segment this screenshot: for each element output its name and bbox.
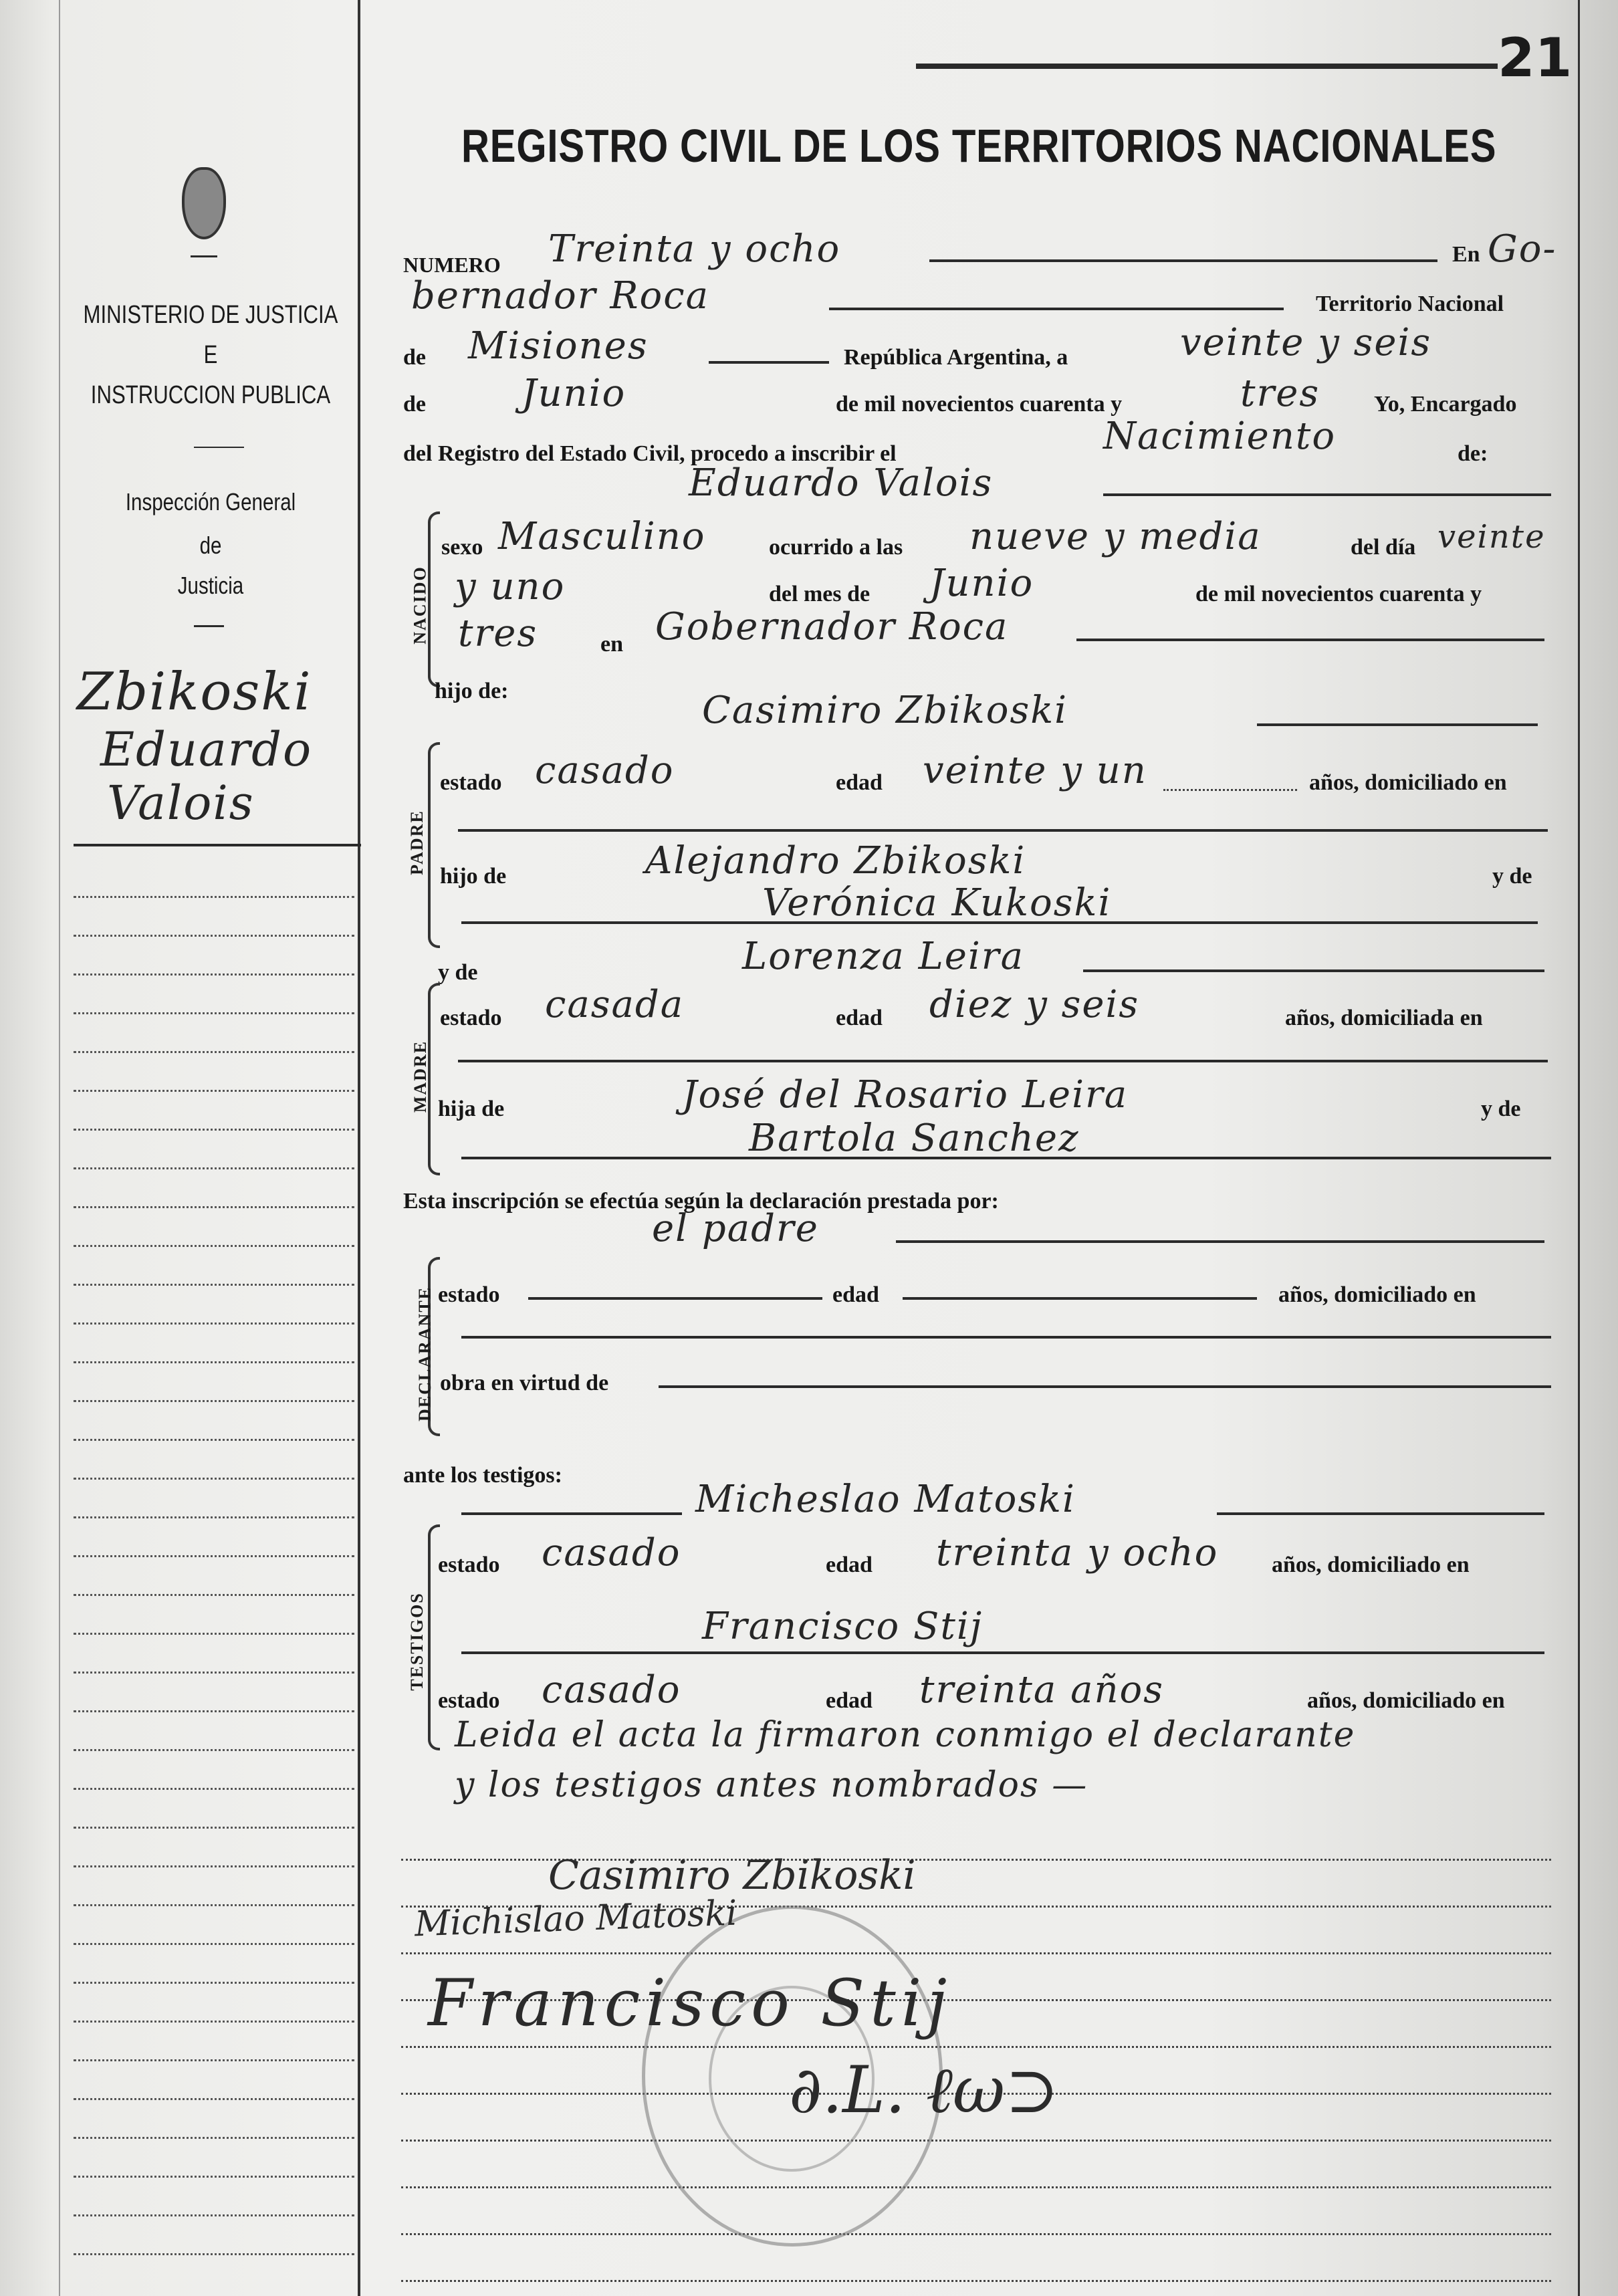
rule-padre-edad	[1163, 789, 1297, 791]
rule-testigo1-b	[1217, 1512, 1544, 1515]
signature-father: Casimiro Zbikoski	[548, 1852, 916, 1899]
label-edad-decl: edad	[832, 1282, 879, 1307]
label-inscripcion: Esta inscripción se efectúa según la declaración prestada por:	[403, 1189, 999, 1214]
label-en: En	[1452, 242, 1480, 267]
value-anio-nac: tres	[458, 612, 538, 655]
inspection-line-3: Justicia	[177, 572, 244, 599]
rule-lugar	[1076, 639, 1544, 641]
margin-rule-line	[74, 2059, 354, 2061]
margin-rule-line	[74, 1904, 354, 1906]
label-anos-dom-decl: años, domiciliado en	[1278, 1282, 1476, 1307]
value-abuelo: Alejandro Zbikoski	[645, 839, 1026, 883]
margin-rule-line	[74, 1555, 354, 1557]
value-sexo: Masculino	[498, 515, 706, 558]
coat-of-arms-icon	[182, 167, 226, 239]
label-y-de3: y de	[1481, 1097, 1521, 1121]
margin-rule-line	[74, 1827, 354, 1829]
label-ante: ante los testigos:	[403, 1463, 562, 1488]
margin-rule-line	[74, 2214, 354, 2216]
label-republica: República Argentina, a	[844, 345, 1068, 370]
label-declarante: DECLARANTE	[415, 1286, 435, 1422]
label-edad-padre: edad	[836, 770, 883, 795]
rule-testigo1-a	[461, 1512, 682, 1515]
margin-rule-line	[74, 1943, 354, 1945]
label-del-mes: del mes de	[769, 582, 871, 606]
value-nota2: y los testigos antes nombrados —	[455, 1765, 1088, 1805]
margin-rule-line	[74, 1478, 354, 1480]
label-de-colon: de:	[1458, 441, 1488, 466]
margin-rule-line	[74, 2098, 354, 2100]
label-del-registro: del Registro del Estado Civil, procedo a inscribir el	[403, 441, 897, 466]
value-mes-nac: Junio	[929, 562, 1034, 605]
label-hija-de: hija de	[438, 1097, 505, 1121]
rule-declarante	[896, 1240, 1544, 1243]
margin-rule-line	[74, 896, 354, 898]
rule-nombre	[1103, 493, 1551, 496]
label-estado-madre: estado	[440, 1006, 502, 1030]
label-testigos: TESTIGOS	[407, 1592, 427, 1691]
rule-decl-dom	[461, 1336, 1551, 1339]
label-padre: PADRE	[407, 810, 427, 875]
label-anos-dom-madre: años, domiciliada en	[1285, 1006, 1483, 1030]
rule-numero	[929, 259, 1437, 262]
margin-rule-line	[74, 935, 354, 937]
signature-officer: ∂.L. ℓω⊃	[789, 2053, 1059, 2128]
value-madre-edad: diez y seis	[929, 983, 1140, 1026]
margin-rule-line	[74, 1361, 354, 1363]
label-madre: MADRE	[411, 1040, 431, 1113]
value-nota1: Leida el acta la firmaron conmigo el declarante	[455, 1715, 1356, 1755]
value-padre: Casimiro Zbikoski	[702, 689, 1068, 732]
margin-rule-line	[74, 1129, 354, 1131]
margin-name-2: Eduardo	[100, 722, 313, 777]
value-t2-edad: treinta años	[919, 1668, 1164, 1712]
margin-rule-line	[74, 1749, 354, 1751]
label-ocurrido: ocurrido a las	[769, 535, 903, 560]
body-rule-line	[401, 2140, 1551, 2142]
value-territorio: Misiones	[468, 324, 649, 368]
value-testigo2: Francisco Stij	[702, 1605, 984, 1648]
value-t1-edad: treinta y ocho	[936, 1531, 1219, 1575]
margin-rule-line	[74, 2137, 354, 2139]
margin-rule-line	[74, 1012, 354, 1014]
label-estado-padre: estado	[440, 770, 502, 795]
ministry-line-3: INSTRUCCION PUBLICA	[90, 381, 331, 409]
label-anos-dom-t2: años, domiciliado en	[1307, 1688, 1505, 1713]
margin-rule-line	[74, 1672, 354, 1674]
page-title: REGISTRO CIVIL DE LOS TERRITORIOS NACIONALES	[461, 120, 1497, 172]
label-edad-madre: edad	[836, 1006, 883, 1030]
margin-rule-line	[74, 1439, 354, 1441]
label-hijo-de: hijo de:	[435, 679, 509, 703]
label-anos-dom-t1: años, domiciliado en	[1272, 1553, 1470, 1577]
body-rule-line	[401, 2046, 1551, 2048]
rule-abuela	[461, 921, 1538, 924]
sidebar-dash-1	[191, 255, 217, 257]
rule-padre	[1257, 723, 1538, 726]
margin-rule-line	[74, 1788, 354, 1790]
body-rule-line	[401, 1952, 1551, 1954]
margin-rule-line	[74, 1167, 354, 1169]
rule-madre	[1083, 969, 1544, 972]
body-rule-line	[401, 2280, 1551, 2282]
margin-rule-line	[74, 1865, 354, 1867]
label-de2: de	[403, 392, 426, 417]
margin-rule-line	[74, 1710, 354, 1712]
label-edad-t2: edad	[826, 1688, 873, 1713]
corner-number: 21	[1498, 27, 1573, 89]
value-madre: Lorenza Leira	[742, 935, 1024, 978]
ministry-line-1: MINISTERIO DE JUSTICIA	[83, 301, 338, 329]
margin-rule-line	[74, 1400, 354, 1402]
value-hora: nueve y media	[969, 515, 1262, 558]
margin-rule-line	[74, 1090, 354, 1092]
label-obra: obra en virtud de	[440, 1371, 609, 1395]
far-left-line	[59, 0, 60, 2296]
label-anos-dom-padre: años, domiciliado en	[1309, 770, 1507, 795]
rule-territorio	[709, 361, 829, 364]
value-acto: Nacimiento	[1103, 415, 1337, 458]
margin-rule-line	[74, 1516, 354, 1518]
margin-rule-line	[74, 1633, 354, 1635]
rule-padre-dom	[458, 829, 1548, 832]
label-yo: Yo, Encargado	[1374, 392, 1517, 417]
margin-name-3: Valois	[107, 776, 255, 830]
label-del-dia: del día	[1351, 535, 1416, 560]
label-en2: en	[600, 632, 623, 657]
label-numero: NUMERO	[403, 253, 501, 277]
value-abuela-m: Bartola Sanchez	[749, 1117, 1080, 1160]
sidebar-dash-2	[194, 447, 244, 448]
value-anio: tres	[1240, 372, 1320, 415]
value-abuela: Verónica Kukoski	[762, 881, 1112, 925]
rule-testigo2	[461, 1651, 1544, 1654]
label-estado-t1: estado	[438, 1553, 500, 1577]
value-dia-nac-2: y uno	[455, 565, 566, 608]
rule-localidad	[829, 308, 1284, 310]
label-mil-nov: de mil novecientos cuarenta y	[836, 392, 1123, 417]
label-de1: de	[403, 345, 426, 370]
signature-witness-1: Michislao Matoski	[414, 1893, 738, 1945]
label-estado-decl: estado	[438, 1282, 500, 1307]
value-mes: Junio	[522, 372, 626, 415]
value-en: Go-	[1488, 227, 1557, 271]
rule-decl-edad	[903, 1297, 1257, 1300]
margin-rule-line	[74, 2253, 354, 2255]
margin-name-rule	[74, 844, 361, 846]
inspection-line-2: de	[199, 532, 222, 559]
label-sexo: sexo	[441, 535, 483, 560]
label-nacido: NACIDO	[410, 566, 430, 645]
margin-rule-line	[74, 1323, 354, 1325]
rule-madre-dom	[458, 1060, 1548, 1062]
value-abuelo-m: José del Rosario Leira	[682, 1073, 1129, 1117]
value-declarante: el padre	[652, 1207, 819, 1250]
value-t2-estado: casado	[542, 1668, 681, 1712]
inspection-line-1: Inspección General	[125, 488, 296, 515]
margin-rule-line	[74, 1051, 354, 1053]
value-dia: veinte y seis	[1180, 321, 1432, 364]
value-t1-estado: casado	[542, 1531, 681, 1575]
brace-padre	[428, 742, 440, 948]
margin-rule-line	[74, 1206, 354, 1208]
margin-rule-line	[74, 1982, 354, 1984]
rule-obra	[659, 1385, 1551, 1388]
left-margin-line	[358, 0, 360, 2296]
value-localidad: bernador Roca	[411, 274, 709, 318]
rule-decl-estado	[528, 1297, 822, 1300]
ministry-line-2: E	[203, 341, 218, 369]
label-territorio: Territorio Nacional	[1316, 292, 1504, 316]
label-hijo-de2: hijo de	[440, 864, 507, 889]
corner-scribble	[916, 64, 1498, 69]
margin-rule-line	[74, 1594, 354, 1596]
label-mil-nov2: de mil novecientos cuarenta y	[1195, 582, 1482, 606]
label-y-de2: y de	[438, 960, 478, 985]
margin-name-1: Zbikoski	[77, 662, 312, 722]
margin-rule-line	[74, 973, 354, 975]
value-padre-edad: veinte y un	[923, 749, 1147, 792]
value-nombre: Eduardo Valois	[689, 461, 994, 505]
margin-rule-line	[74, 2176, 354, 2178]
signature-witness-2: Francisco Stij	[428, 1966, 953, 2041]
margin-rule-line	[74, 1284, 354, 1286]
margin-rule-line	[74, 1245, 354, 1247]
label-y-de: y de	[1492, 864, 1532, 889]
value-dia-nac-1: veinte	[1437, 518, 1546, 556]
label-edad-t1: edad	[826, 1553, 873, 1577]
rule-abuela-m	[461, 1157, 1551, 1159]
body-rule-line	[401, 2186, 1551, 2188]
value-numero: Treinta y ocho	[548, 227, 841, 271]
margin-rule-line	[74, 2021, 354, 2023]
sidebar-dash-3	[194, 625, 224, 627]
value-testigo1: Micheslao Matoski	[695, 1478, 1076, 1521]
value-padre-estado: casado	[535, 749, 675, 792]
label-estado-t2: estado	[438, 1688, 500, 1713]
value-lugar-nac: Gobernador Roca	[655, 605, 1009, 649]
value-madre-estado: casada	[545, 983, 685, 1026]
right-margin-line	[1578, 0, 1580, 2296]
body-rule-line	[401, 2233, 1551, 2235]
